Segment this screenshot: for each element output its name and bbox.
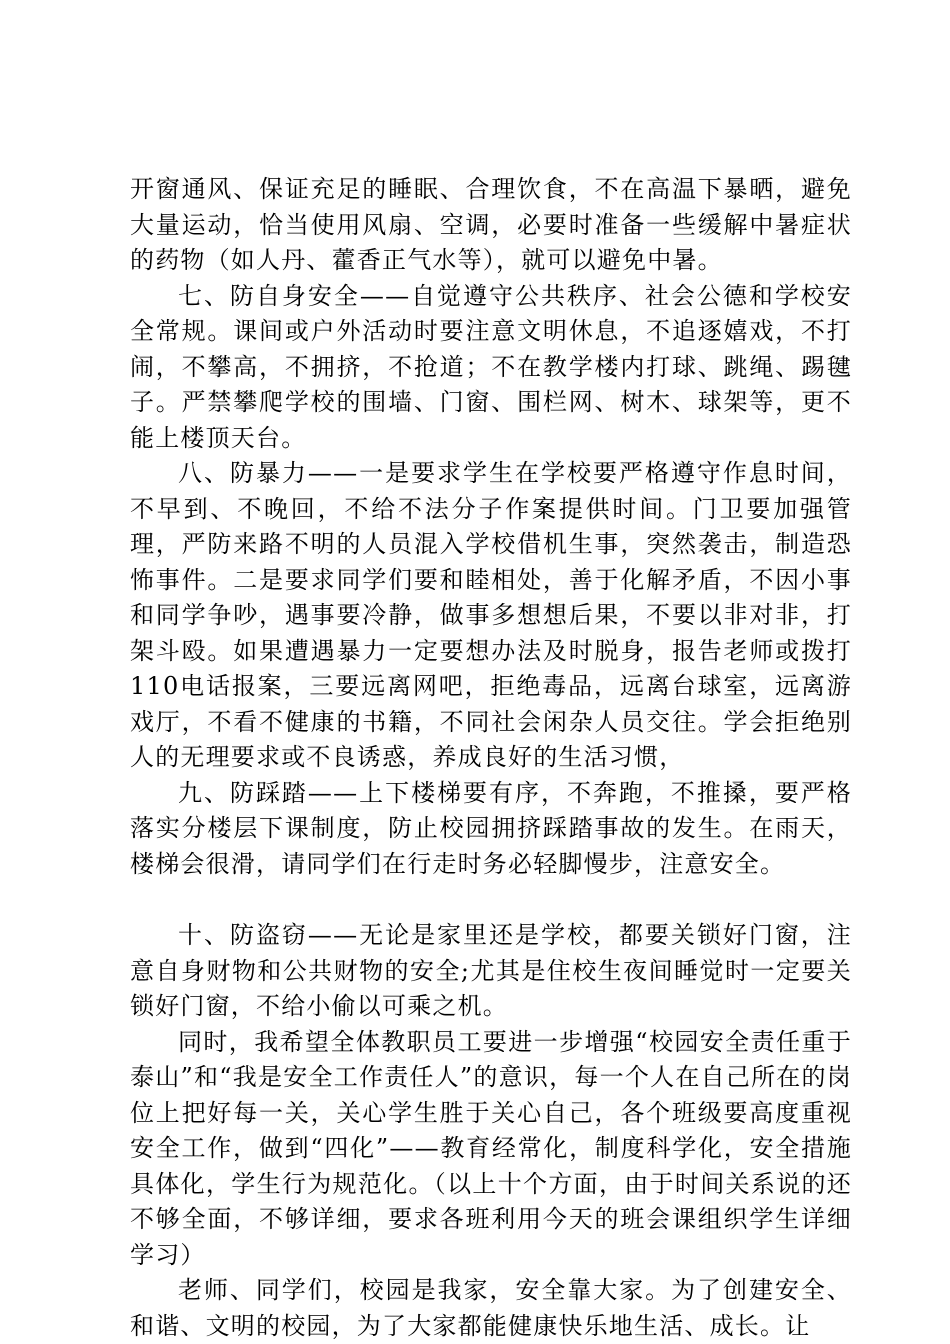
paragraph-staff-responsibility: 同时，我希望全体教职员工要进一步增强“校园安全责任重于泰山”和“我是安全工作责任人”的意识，每一个人在自己所在的岗位上把好每一关，关心学生胜于关心自己，各个班级要高度重视安全工作，做到“四化”——教育经常化，制度科学化，安全措施具体化，学生行为规范化。（以上十个方面，由于时间关系说的还不够全面，不够详细，要求各班利用今天的班会课组织学生详细学习）	[130, 1027, 852, 1269]
paragraph-closing: 老师、同学们，校园是我家，安全靠大家。为了创建安全、和谐、文明的校园，为了大家都能健康快乐地生活、成长。让	[130, 1276, 852, 1340]
paragraph-heatstroke-end: 开窗通风、保证充足的睡眠、合理饮食，不在高温下暴晒，避免大量运动，恰当使用风扇、空调，必要时准备一些缓解中暑症状的药物（如人丹、藿香正气水等），就可以避免中暑。	[130, 175, 852, 274]
paragraph-anti-theft: 十、防盗窃——无论是家里还是学校，都要关锁好门窗，注意自身财物和公共财物的安全;尤其是住校生夜间睡觉时一定要关锁好门窗，不给小偷以可乘之机。	[130, 921, 852, 1020]
paragraph-self-safety: 七、防自身安全——自觉遵守公共秩序、社会公德和学校安全常规。课间或户外活动时要注意文明休息，不追逐嬉戏，不打闹，不攀高，不拥挤，不抢道；不在教学楼内打球、跳绳、踢毽子。严禁攀爬学校的围墙、门窗、围栏网、树木、球架等，更不能上楼顶天台。	[130, 281, 852, 452]
document-body	[130, 172, 852, 1344]
paragraph-anti-violence: 八、防暴力——一是要求学生在学校要严格遵守作息时间，不早到、不晚回，不给不法分子作案提供时间。门卫要加强管理，严防来路不明的人员混入学校借机生事，突然袭击，制造恐怖事件。二是要求同学们要和睦相处，善于化解矛盾，不因小事和同学争吵，遇事要冷静，做事多想想后果，不要以非对非，打架斗殴。如果遭遇暴力一定要想办法及时脱身，报告老师或拨打110电话报案，三要远离网吧，拒绝毒品，远离台球室，远离游戏厅，不看不健康的书籍，不同社会闲杂人员交往。学会拒绝别人的无理要求或不良诱惑，养成良好的生活习惯，	[130, 459, 852, 771]
paragraph-gap	[130, 882, 852, 918]
paragraph-anti-stampede: 九、防踩踏——上下楼梯要有序，不奔跑，不推搡，要严格落实分楼层下课制度，防止校园拥挤踩踏事故的发生。在雨天，楼梯会很滑，请同学们在行走时务必轻脚慢步，注意安全。	[130, 778, 852, 878]
